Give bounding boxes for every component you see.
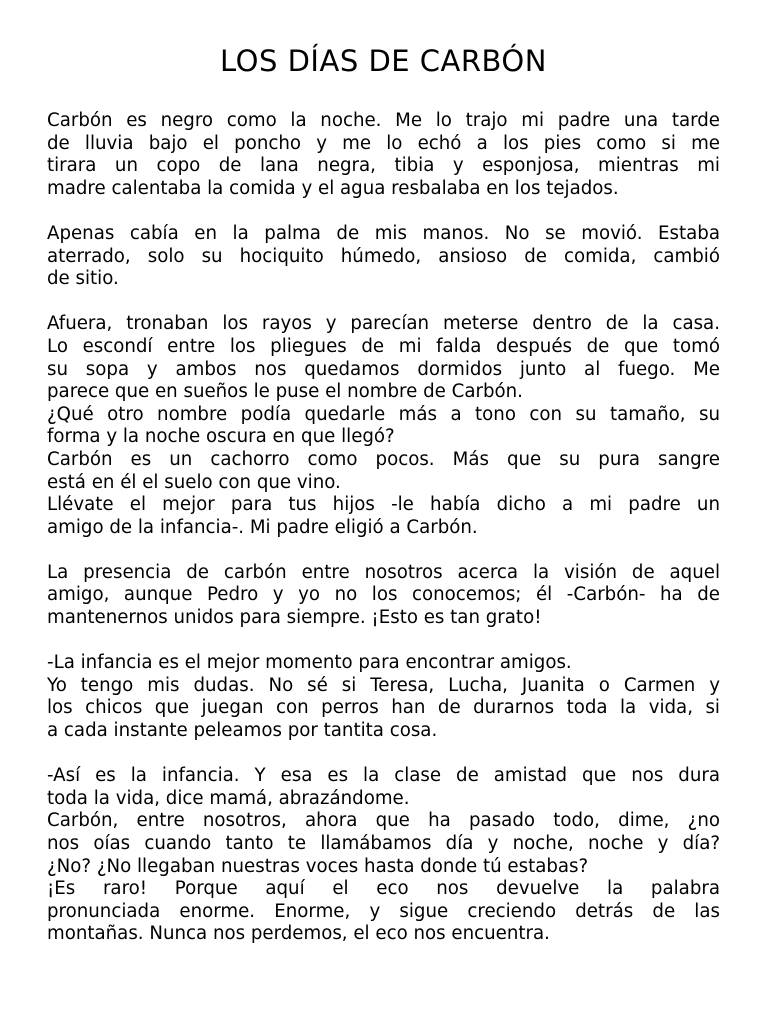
- text-line: ¡Es raro! Porque aquí el eco nos devuelve la palabra: [47, 878, 720, 900]
- text-line: Yo tengo mis dudas. No sé si Teresa, Lucha, Juanita o Carmen y: [47, 674, 720, 696]
- text-line: Llévate el mejor para tus hijos -le había dicho a mi padre un: [47, 494, 720, 516]
- text-line: Lo escondí entre los pliegues de mi falda después de que tomó: [47, 335, 720, 357]
- paragraph-gap: [47, 630, 720, 653]
- paragraph-gap: [47, 743, 720, 766]
- text-line: Apenas cabía en la palma de mis manos. No se movió. Estaba: [47, 222, 720, 244]
- text-line: ¿No? ¿No llegaban nuestras voces hasta donde tú estabas?: [47, 855, 589, 877]
- text-line: tirara un copo de lana negra, tibia y esponjosa, mientras mi: [47, 155, 720, 177]
- text-line: los chicos que juegan con perros han de durarnos toda la vida, si: [47, 697, 720, 719]
- paragraph-gap: [47, 200, 720, 223]
- text-line: su sopa y ambos nos quedamos dormidos junto al fuego. Me: [47, 358, 720, 380]
- text-line: Afuera, tronaban los rayos y parecían meterse dentro de la casa.: [47, 313, 720, 335]
- text-line: aterrado, solo su hociquito húmedo, ansioso de comida, cambió: [47, 245, 720, 267]
- text-line: de sitio.: [47, 268, 119, 290]
- text-line: mantenernos unidos para siempre. ¡Esto es tan grato!: [47, 607, 542, 629]
- document-body: [47, 110, 720, 946]
- text-line: toda la vida, dice mamá, abrazándome.: [47, 787, 410, 809]
- text-line: parece que en sueños le puse el nombre de Carbón.: [47, 381, 523, 403]
- paragraph-gap: [47, 539, 720, 562]
- text-line: amigo, aunque Pedro y yo no los conocemos; él -Carbón- ha de: [47, 584, 720, 606]
- text-line: -Así es la infancia. Y esa es la clase de amistad que nos dura: [47, 765, 720, 787]
- text-line: madre calentaba la comida y el agua resbalaba en los tejados.: [47, 177, 619, 199]
- text-line: Carbón es negro como la noche. Me lo trajo mi padre una tarde: [47, 110, 720, 131]
- text-line: montañas. Nunca nos perdemos, el eco nos encuentra.: [47, 923, 550, 945]
- text-line: nos oías cuando tanto te llamábamos día y noche, noche y día?: [47, 833, 720, 854]
- text-line: La presencia de carbón entre nosotros acerca la visión de aquel: [47, 561, 720, 583]
- text-line: está en él el suelo con que vino.: [47, 471, 341, 493]
- text-line: a cada instante peleamos por tantita cosa.: [47, 720, 438, 742]
- text-line: forma y la noche oscura en que llegó?: [47, 426, 395, 448]
- text-line: pronunciada enorme. Enorme, y sigue creciendo detrás de las: [47, 900, 720, 922]
- text-line: Carbón, entre nosotros, ahora que ha pasado todo, dime, ¿no: [47, 810, 720, 832]
- text-line: amigo de la infancia-. Mi padre eligió a Carbón.: [47, 516, 478, 538]
- text-line: -La infancia es el mejor momento para encontrar amigos.: [47, 652, 572, 674]
- text-line: Carbón es un cachorro como pocos. Más que su pura sangre: [47, 448, 720, 470]
- page-title: LOS DÍAS DE CARBÓN: [220, 44, 547, 78]
- text-line: de lluvia bajo el poncho y me lo echó a los pies como si me: [47, 132, 720, 154]
- paragraph-gap: [47, 291, 720, 314]
- document-page: [47, 42, 720, 946]
- text-line: ¿Qué otro nombre podía quedarle más a tono con su tamaño, su: [47, 403, 720, 425]
